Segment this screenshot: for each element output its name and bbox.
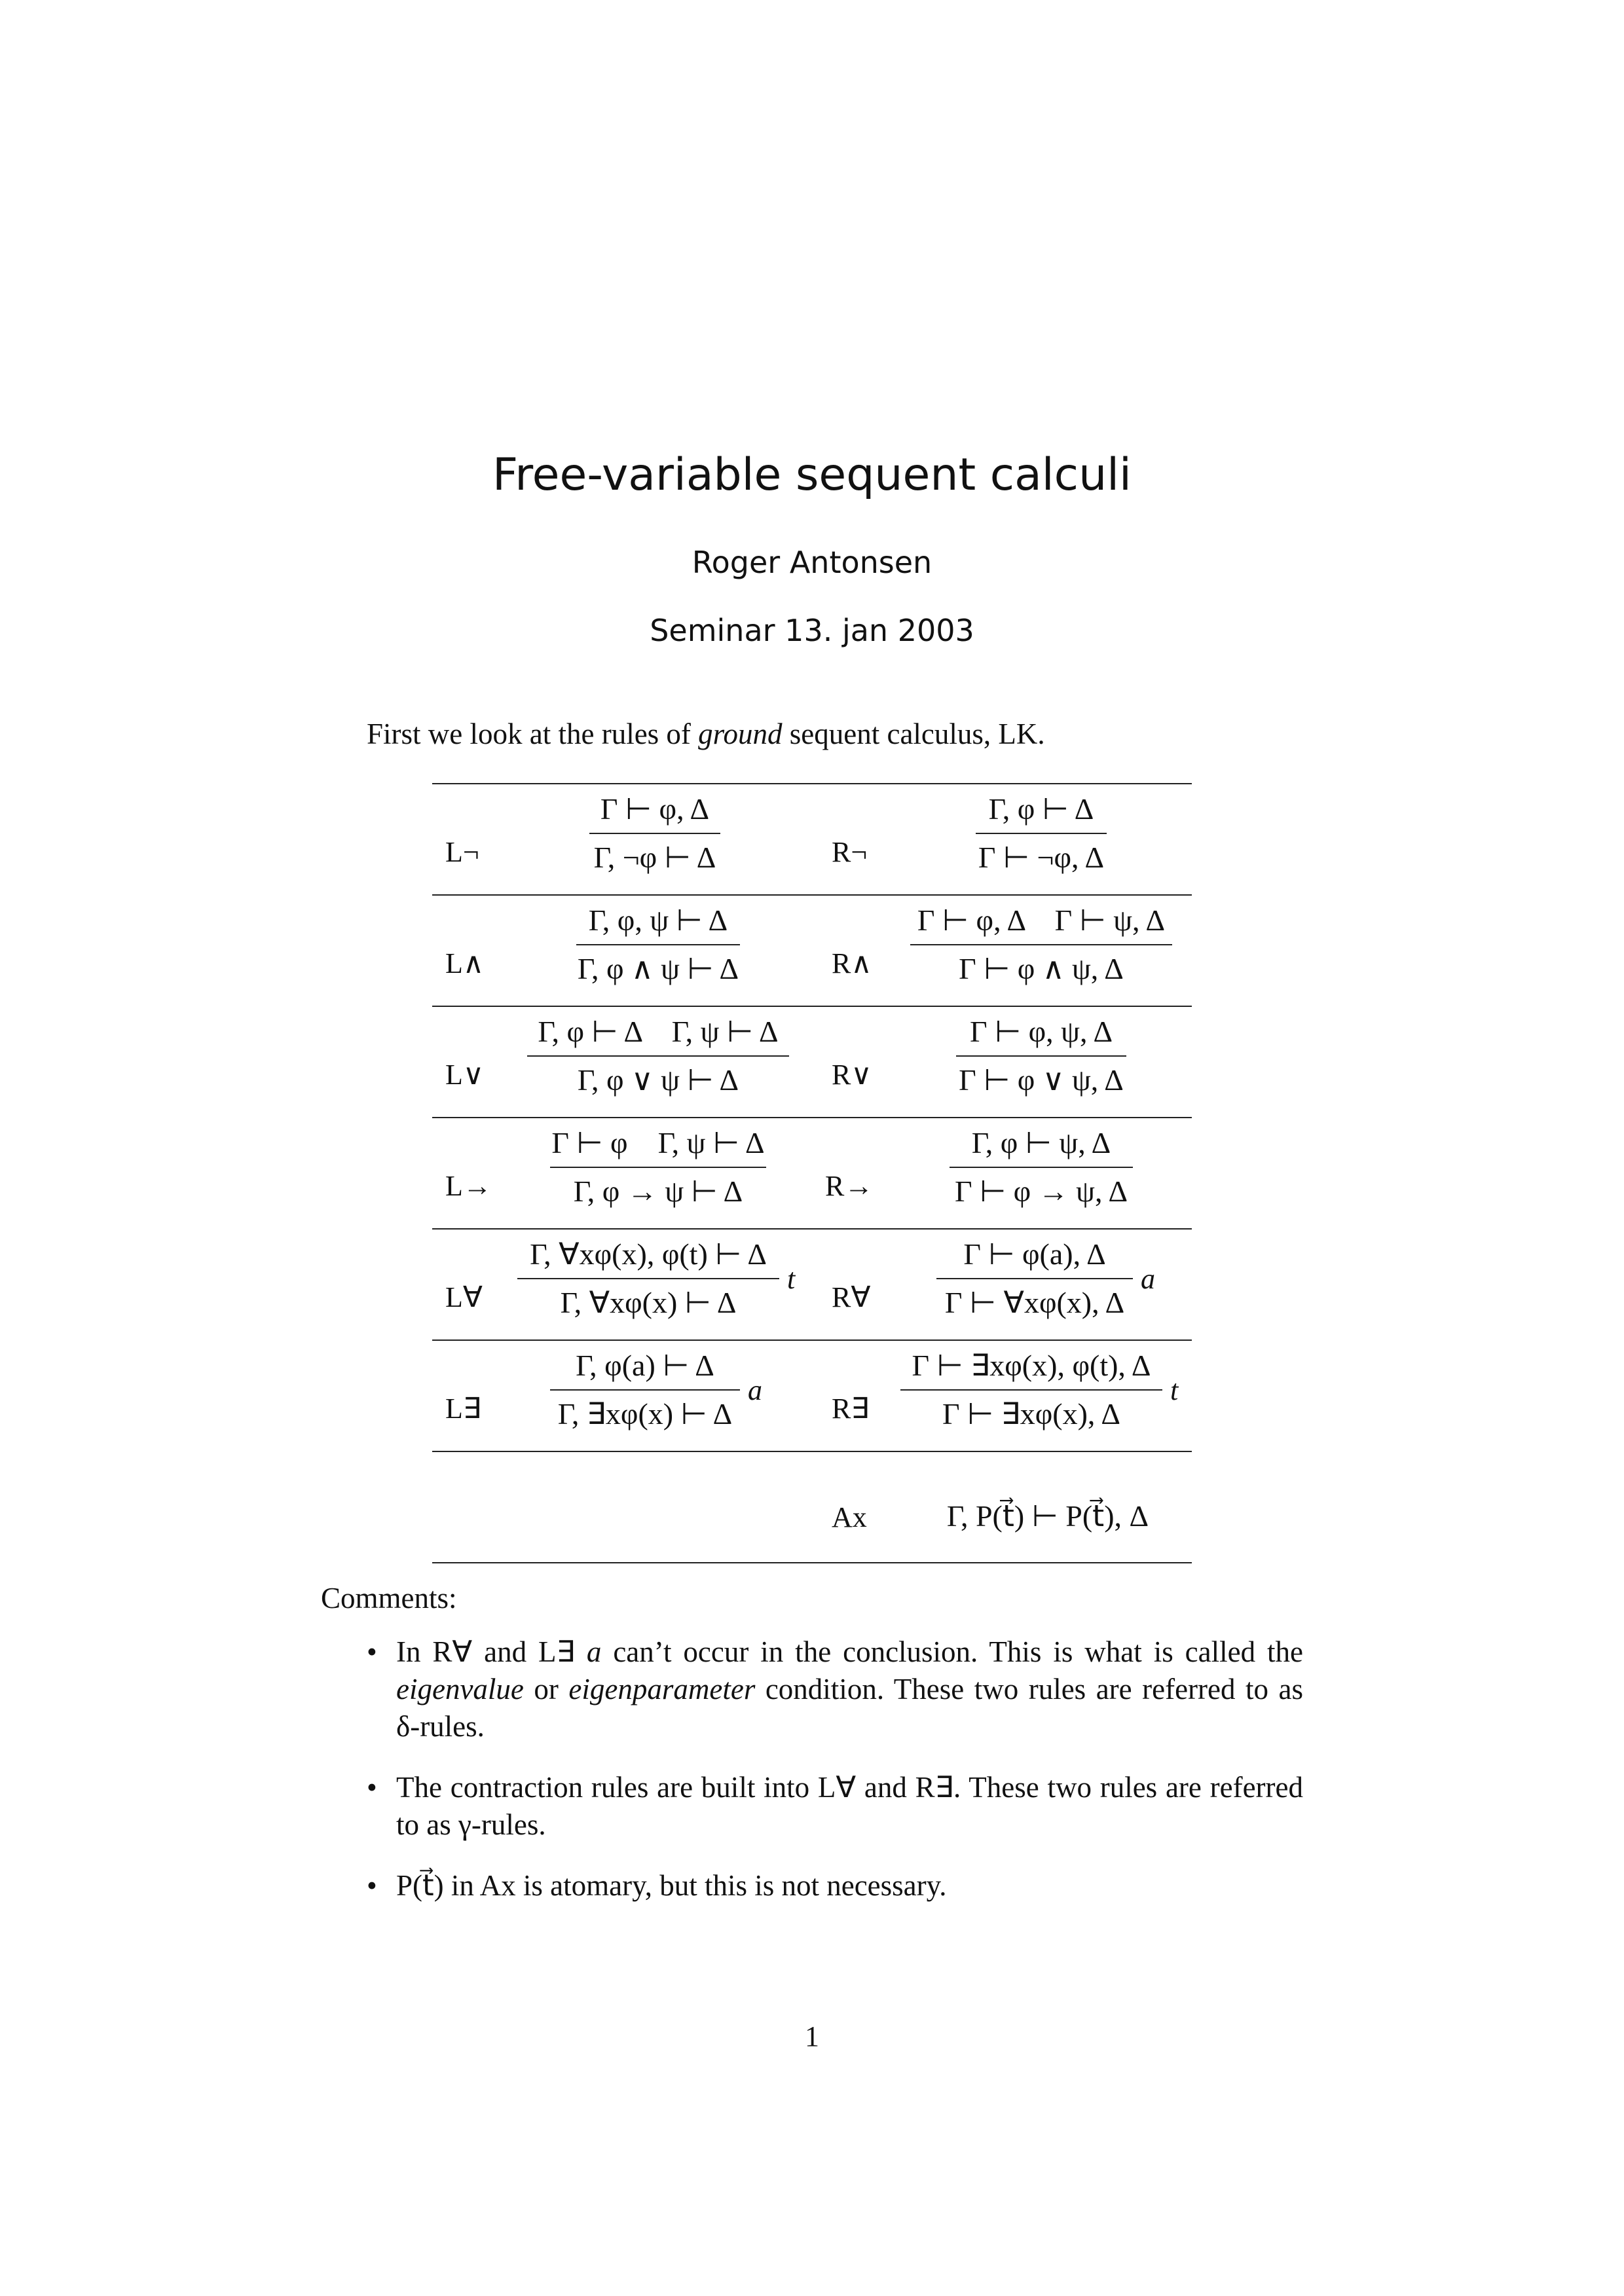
rule-name-right: R¬: [832, 836, 868, 868]
rule-row-existential: [432, 1339, 1192, 1451]
rule-name-right: R→: [825, 1170, 874, 1202]
date-line: Seminar 13. jan 2003: [650, 613, 974, 648]
inference-right: [956, 1013, 1126, 1097]
axiom-formula: [930, 1498, 1166, 1533]
page-title: Free-variable sequent calculi: [492, 449, 1132, 501]
inference-bar: [517, 1278, 779, 1279]
rule-name-right: R∃: [832, 1393, 870, 1425]
conclusion: Γ, ∀xφ(x) ⊢ Δ: [560, 1286, 737, 1319]
inference-right: [950, 1125, 1133, 1209]
premise: Γ ⊢ φ, Δ Γ ⊢ ψ, Δ: [917, 903, 1166, 937]
premise: Γ ⊢ φ Γ, ψ ⊢ Δ: [551, 1126, 765, 1159]
rule-row-universal: [432, 1228, 1192, 1339]
inference-left: [550, 1125, 766, 1209]
rule-name-left: L→: [445, 1170, 492, 1202]
inference-bar: [936, 1278, 1133, 1279]
inference-right: [910, 902, 1172, 986]
inference-bar: [576, 944, 740, 945]
conclusion: Γ ⊢ φ ∨ ψ, Δ: [959, 1063, 1124, 1097]
rule-name-left: L∨: [445, 1059, 485, 1091]
rule-row-negation: [432, 783, 1192, 894]
premise: Γ, ∀xφ(x), φ(t) ⊢ Δ: [530, 1237, 767, 1271]
table-rule-bottom: [432, 1562, 1192, 1563]
intro-emphasis: ground: [698, 718, 783, 750]
side-condition: t: [787, 1263, 796, 1295]
inference-bar: [956, 1055, 1126, 1057]
inference-left: [550, 1347, 762, 1431]
conclusion: Γ ⊢ ¬φ, Δ: [978, 841, 1105, 874]
conclusion: Γ, ∃xφ(x) ⊢ Δ: [557, 1397, 733, 1430]
bullet-icon: •: [367, 1635, 377, 1668]
inference-right: [900, 1347, 1179, 1431]
premise: Γ, φ, ψ ⊢ Δ: [588, 903, 728, 937]
premise: Γ ⊢ φ(a), Δ: [963, 1237, 1106, 1271]
premise: Γ, φ ⊢ Δ Γ, ψ ⊢ Δ: [538, 1015, 779, 1048]
side-condition: t: [1170, 1374, 1179, 1406]
premise: Γ ⊢ φ, ψ, Δ: [969, 1015, 1113, 1048]
inference-left: [517, 1236, 796, 1320]
inference-bar: [900, 1389, 1162, 1391]
conclusion: Γ, ¬φ ⊢ Δ: [593, 841, 716, 874]
bullet-icon: •: [367, 1771, 377, 1804]
comments-heading: Comments:: [321, 1582, 457, 1614]
conclusion: Γ, φ ∨ ψ ⊢ Δ: [577, 1063, 739, 1097]
inference-bar: [550, 1389, 740, 1391]
conclusion: Γ, φ → ψ ⊢ Δ: [573, 1175, 743, 1208]
author: Roger Antonsen: [692, 545, 932, 580]
inference-bar: [976, 833, 1107, 834]
comments-list: [367, 1633, 1303, 1928]
axiom-name: Ax: [832, 1501, 867, 1533]
conclusion: Γ ⊢ ∀xφ(x), Δ: [944, 1286, 1125, 1319]
axiom-formula-text: Γ, P(t⃗) ⊢ P(t⃗), Δ: [946, 1499, 1149, 1533]
rule-name-left: L∀: [445, 1281, 483, 1313]
rule-row-axiom: [432, 1451, 1192, 1562]
conclusion: Γ ⊢ ∃xφ(x), Δ: [942, 1397, 1120, 1430]
intro-text-before: First we look at the rules of: [367, 718, 699, 750]
rule-name-left: L∧: [445, 947, 485, 979]
conclusion: Γ ⊢ φ → ψ, Δ: [954, 1175, 1128, 1208]
premise: Γ, φ ⊢ ψ, Δ: [971, 1126, 1111, 1159]
side-condition: a: [748, 1374, 762, 1406]
intro-paragraph: [367, 717, 1045, 751]
premise: Γ, φ ⊢ Δ: [988, 792, 1094, 826]
inference-left: [589, 791, 720, 875]
rule-name-left: L¬: [445, 836, 479, 868]
intro-text-after: sequent calculus, LK.: [782, 718, 1045, 750]
rule-row-implication: [432, 1117, 1192, 1228]
inference-bar: [550, 1167, 766, 1168]
rule-name-right: R∀: [832, 1281, 871, 1313]
rule-name-left: L∃: [445, 1393, 481, 1425]
premise: Γ, φ(a) ⊢ Δ: [576, 1349, 714, 1382]
inference-left: [576, 902, 740, 986]
list-item: • The contraction rules are built into L∀ and R∃. These two rules are referred to as γ-rules.: [367, 1769, 1303, 1844]
bullet-icon: •: [367, 1869, 377, 1902]
inference-left: [527, 1013, 789, 1097]
list-item: • In R∀ and L∃ a can’t occur in the conclusion. This is what is called the eigenvalue or eigenparameter condition. These two rules are referred to as δ-rules.: [367, 1633, 1303, 1745]
inference-right: [936, 1236, 1155, 1320]
inference-bar: [589, 833, 720, 834]
premise: Γ ⊢ φ, Δ: [600, 792, 710, 826]
side-condition: a: [1141, 1263, 1155, 1295]
page-number: 1: [805, 2020, 819, 2052]
rule-name-right: R∨: [832, 1059, 872, 1091]
inference-right: [976, 791, 1107, 875]
inference-bar: [910, 944, 1172, 945]
rule-row-disjunction: [432, 1006, 1192, 1117]
rule-name-right: R∧: [832, 947, 872, 979]
inference-bar: [950, 1167, 1133, 1168]
rule-row-conjunction: [432, 894, 1192, 1006]
premise: Γ ⊢ ∃xφ(x), φ(t), Δ: [912, 1349, 1151, 1382]
conclusion: Γ, φ ∧ ψ ⊢ Δ: [577, 952, 739, 985]
conclusion: Γ ⊢ φ ∧ ψ, Δ: [959, 952, 1124, 985]
list-item: • P(t⃗) in Ax is atomary, but this is not necessary.: [367, 1867, 1303, 1904]
inference-bar: [527, 1055, 789, 1057]
